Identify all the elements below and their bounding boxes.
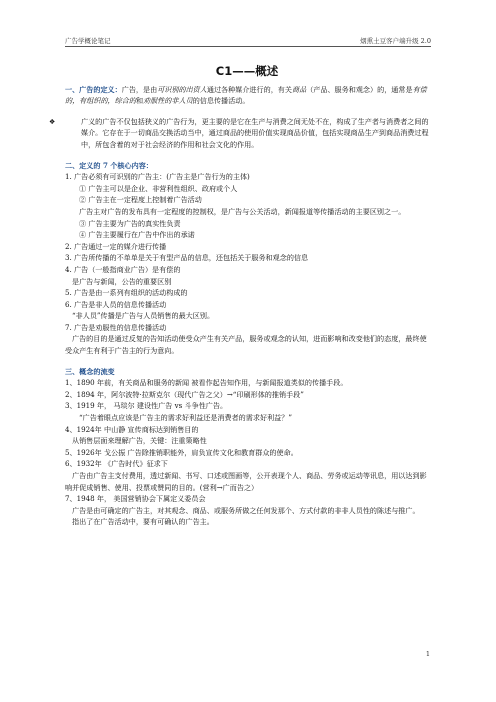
bullet-text: 广义的广告不仅包括狭义的广告行为，更主要的是它在生产与消费之间无处不在，构成了生产者与消费者之间的媒介。它存在于一切商品交换活动当中，通过商品的使用价值实现商品价值，包括实现商品生产到商品消费过程中，所包含着的对于社会经济的作用和社会文化的作用。 [81, 116, 429, 149]
core-note: “非人员”传播是广告与人员销售的最大区别。 [72, 311, 215, 321]
history-note: 指出了在广告活动中，要有可确认的广告主。 [72, 517, 214, 527]
core-item: 6. 广告是非人员的信息传播活动 [65, 299, 167, 309]
emphasis-run: 商品 [292, 84, 307, 94]
core-note: 是广告与新闻，公告的重要区别 [72, 276, 172, 286]
core-subitem: ④ 广告主要履行在广告中作出的承诺 [79, 230, 195, 240]
history-note: 广告由广告主支付费用，透过新闻、书写、口述或图画等，公开表现个人、商品、劳务或运动等讯息，用以达到影响并促成销售、使用、投票或赞同的目的。(营利→广而告之） [65, 471, 427, 492]
core-note: 广告的目的是通过反复的告知活动使受众产生有关产品，服务或观念的认知，进而影响和改变他们的态度，最终使受众产生有利于广告主的行为意向。 [65, 334, 427, 356]
text-run: 通过各种媒介进行的，有关 [206, 84, 292, 94]
text-run: 和 [135, 96, 144, 106]
broad-definition-bullet [49, 116, 429, 151]
section-heading-2: 二、定义的 7 个核心内容： [65, 160, 153, 170]
core-item: 7. 广告是劝服性的信息传播活动 [65, 322, 167, 332]
history-note: 从销售层面来理解广告，关键：注重策略性 [72, 436, 207, 446]
emphasis-run: 有偿的，有组织的，综合的 [65, 84, 427, 106]
core-item: 4. 广告（一般指商业广告）是有偿的 [65, 264, 181, 274]
history-item: 5、1926年 戈公振 广告除推销职能外，肩负宣传文化和教育群众的使命。 [65, 447, 298, 457]
section-heading-1: 一、广告的定义： [65, 84, 122, 94]
definition-paragraph [65, 84, 429, 107]
history-item: 7、1948 年， 美国营销协会下属定义委员会 [65, 494, 206, 504]
core-item: 2. 广告通过一定的媒介进行传播 [65, 241, 167, 251]
core-subitem: ① 广告主可以是企业、非营利性组织、政府或个人 [79, 183, 238, 193]
header-left-text: 广告学概论笔记 [65, 37, 111, 45]
emphasis-run: 可识别的出资人 [157, 84, 207, 94]
core-subitem: ③ 广告主要为广告的真实性负责 [79, 218, 181, 228]
core-item: 3. 广告所传播的不单单是关于有型产品的信息，还包括关于服务和观念的信息 [65, 253, 309, 263]
history-item: 2、1894 年，阿尔波特·拉斯克尔（现代广告之父）→“印刷形体的推销手段” [65, 389, 304, 399]
text-run: 的信息传播活动。 [192, 96, 250, 106]
history-item: 3、1919 年， 马琰尔 建设性广告 vs 斗争性广告。 [65, 401, 228, 411]
page-number: 1 [425, 650, 430, 658]
history-item: 6、1932年 《广告时代》征求下 [65, 459, 168, 469]
emphasis-run: 劝服性的非人员 [143, 96, 193, 106]
history-note: “广告着眼点应该是广告主的需求好利益还是消费者的需求好利益？” [79, 413, 292, 423]
page-header [65, 36, 431, 47]
page-title: C1——概述 [215, 64, 279, 78]
core-subitem: ② 广告主在一定程度上控制着广告活动 [79, 195, 202, 205]
core-item: 1. 广告必须有可识别的广告主：(广告主是广告行为的主体) [65, 172, 250, 182]
section-heading-3: 三、概念的流变 [65, 366, 115, 376]
header-right-text: 烟熏土豆客户端升级 2.0 [360, 37, 431, 45]
text-run: （产品、服务和观念）的，通常是 [306, 84, 413, 94]
history-item: 4、1924年 中山静 宣传商标达到销售目的 [65, 424, 199, 434]
diamond-bullet-icon: ❖ [49, 116, 56, 126]
document-body [49, 64, 429, 528]
history-item: 1、1890 年前，有关商品和服务的新闻 被看作起告知作用，与新闻报道类似的传播手段。 [65, 378, 348, 388]
core-item: 5. 广告是由一系列有组织的活动构成的 [65, 288, 188, 298]
text-run: 广告，是由 [121, 84, 158, 94]
history-note: 广告是由可确定的广告主，对其观念、商品、或服务所做之任何发那个、方式付款的非非人员性的陈述与推广。 [72, 505, 420, 515]
core-note: 广告主对广告的发布具有一定程度的控制权，是广告与公关活动，新闻报道等传播活动的主要区别之一。 [79, 206, 406, 216]
